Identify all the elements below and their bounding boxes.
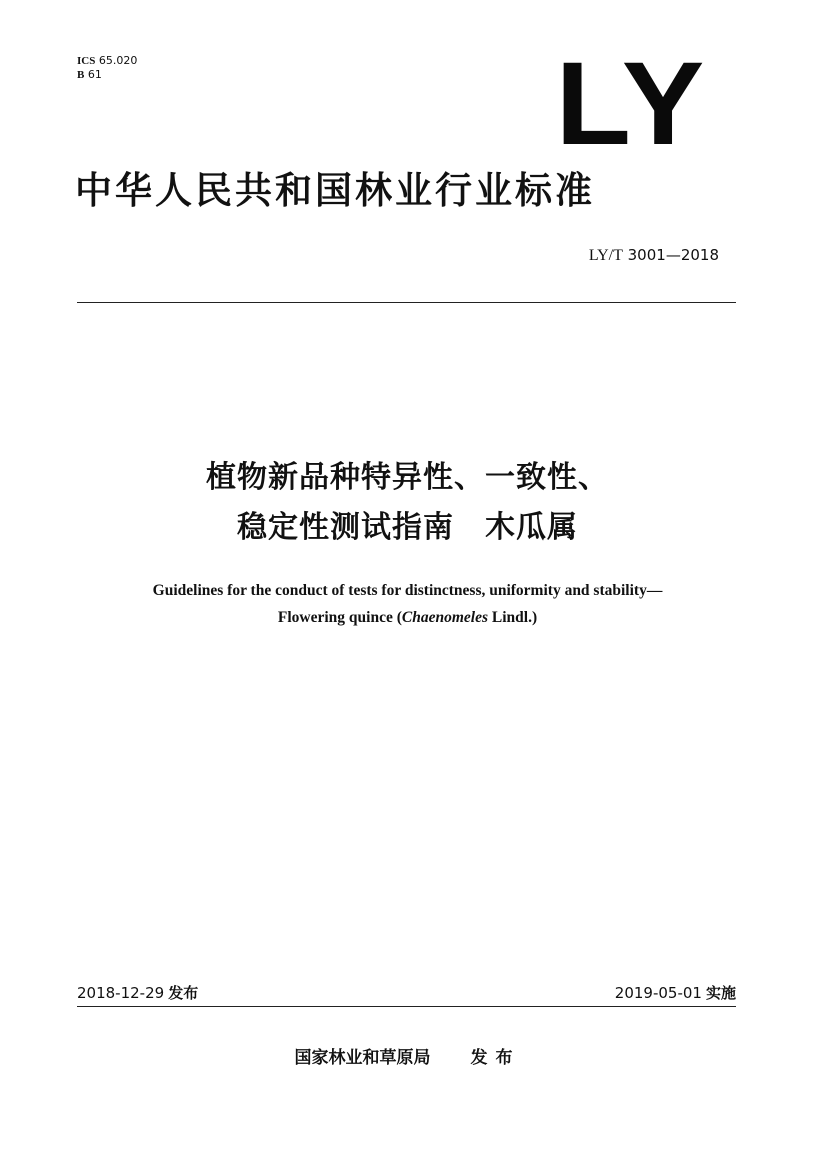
title-zh-line-1: 植物新品种特异性、一致性、 (206, 460, 609, 495)
document-title-zh (0, 453, 815, 553)
implementation-label: 实施 (705, 984, 736, 1002)
standard-category-heading: 中华人民共和国林业行业标准 (75, 169, 595, 212)
ly-logo: LY (555, 38, 707, 170)
document-title-en (0, 577, 815, 631)
title-en-authority: Lindl.) (488, 609, 538, 626)
standard-number (589, 245, 719, 266)
issuer-action: 发布 (470, 1048, 521, 1068)
ccs-code: 61 (87, 68, 102, 81)
implementation-date (615, 983, 736, 1003)
ccs-label: B (77, 69, 85, 81)
issuing-authority (0, 1046, 815, 1070)
ics-label: ICS (77, 55, 96, 67)
standard-number-value: 3001—2018 (627, 246, 719, 264)
title-en-line-2 (0, 604, 815, 631)
title-en-common-name: Flowering quince ( (277, 609, 402, 626)
issuer-name: 国家林业和草原局 (294, 1048, 431, 1068)
ics-code-row (77, 54, 137, 68)
standard-prefix: LY/T (588, 247, 623, 264)
issue-date-value: 2018-12-29 (77, 984, 165, 1002)
issue-label: 发布 (168, 984, 199, 1002)
title-en-line-1: Guidelines for the conduct of tests for distinctness, uniformity and stability— (152, 582, 663, 599)
ccs-code-row (77, 68, 137, 82)
title-zh-line-2: 稳定性测试指南 木瓜属 (237, 510, 578, 545)
top-divider (77, 302, 736, 303)
issue-date (77, 983, 198, 1003)
title-en-genus: Chaenomeles (401, 609, 488, 626)
implementation-date-value: 2019-05-01 (614, 984, 702, 1002)
ics-code: 65.020 (98, 54, 138, 67)
bottom-divider (77, 1006, 736, 1007)
classification-codes (77, 54, 137, 82)
